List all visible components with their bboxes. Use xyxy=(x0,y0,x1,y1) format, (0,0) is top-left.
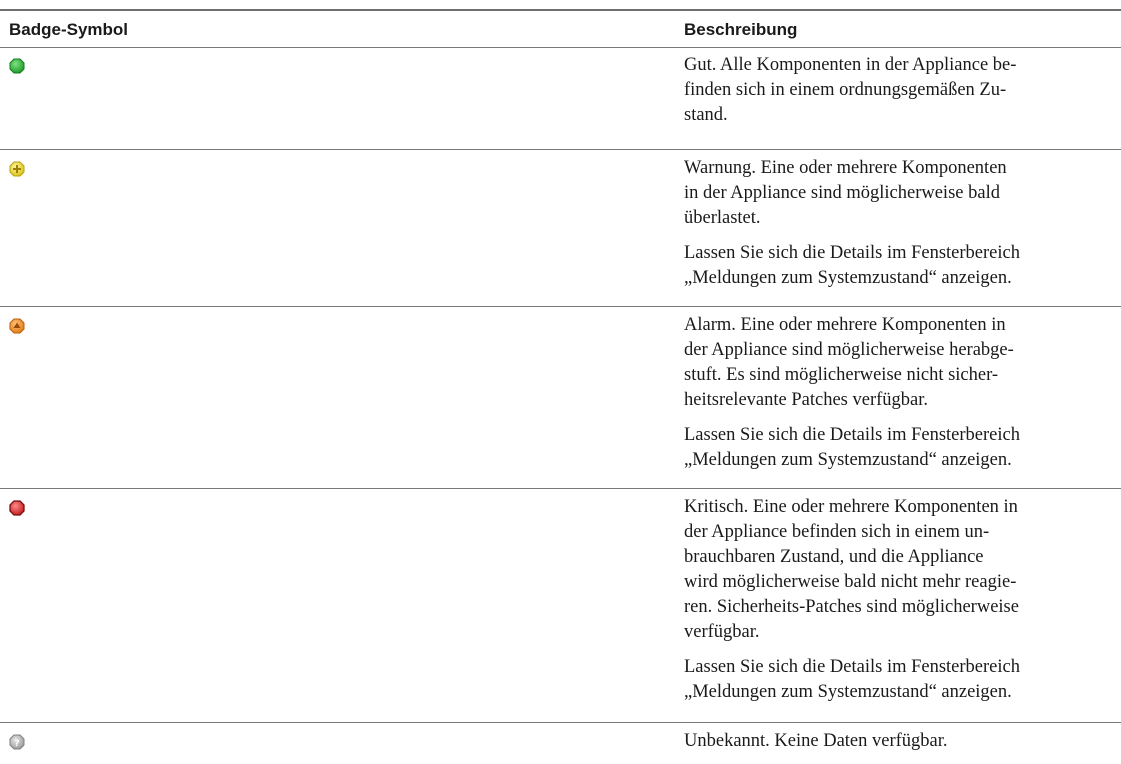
column-header-badge: Badge-Symbol xyxy=(9,20,129,39)
row-5-description xyxy=(684,729,1114,754)
row-4-description xyxy=(684,495,1114,705)
text-line: wird möglicherweise bald nicht mehr reagie- xyxy=(684,572,1017,592)
green-status-icon xyxy=(9,58,25,74)
row-2-description xyxy=(684,156,1114,291)
row-1-description xyxy=(684,53,1114,128)
text-line: in der Appliance sind möglicherweise bald xyxy=(684,183,1000,203)
svg-text:?: ? xyxy=(14,739,20,749)
text-line: stand. xyxy=(684,105,728,125)
text-line: brauchbaren Zustand, und die Appliance xyxy=(684,547,984,567)
row-5-paragraph-1 xyxy=(684,729,1114,754)
row-3-paragraph-1 xyxy=(684,313,1114,413)
orange-alert-icon xyxy=(9,318,25,334)
text-line: Kritisch. Eine oder mehrere Komponenten in xyxy=(684,497,1018,517)
text-line: Alarm. Eine oder mehrere Komponenten in xyxy=(684,315,1006,335)
row-2-paragraph-2 xyxy=(684,241,1114,291)
text-line: verfügbar. xyxy=(684,622,760,642)
table-top-rule xyxy=(0,9,1121,11)
text-line: Unbekannt. Keine Daten verfügbar. xyxy=(684,731,948,751)
text-line: „Meldungen zum Systemzustand“ anzeigen. xyxy=(684,268,1012,288)
yellow-warning-icon xyxy=(9,161,25,177)
text-line: Lassen Sie sich die Details im Fensterbereich xyxy=(684,425,1020,445)
header-divider xyxy=(0,47,1121,48)
text-line: ren. Sicherheits-Patches sind möglicherweise xyxy=(684,597,1019,617)
text-line: überlastet. xyxy=(684,208,761,228)
row-divider xyxy=(0,488,1121,489)
row-1-paragraph-1 xyxy=(684,53,1114,128)
red-critical-icon xyxy=(9,500,25,516)
text-line: Gut. Alle Komponenten in der Appliance be- xyxy=(684,55,1017,75)
text-line: der Appliance sind möglicherweise herabge- xyxy=(684,340,1014,360)
row-2-paragraph-1 xyxy=(684,156,1114,231)
text-line: Lassen Sie sich die Details im Fensterbereich xyxy=(684,657,1020,677)
text-line: Warnung. Eine oder mehrere Komponenten xyxy=(684,158,1007,178)
row-divider xyxy=(0,722,1121,723)
row-4-paragraph-1 xyxy=(684,495,1114,645)
text-line: finden sich in einem ordnungsgemäßen Zu- xyxy=(684,80,1007,100)
text-line: heitsrelevante Patches verfügbar. xyxy=(684,390,928,410)
text-line: „Meldungen zum Systemzustand“ anzeigen. xyxy=(684,450,1012,470)
row-divider xyxy=(0,149,1121,150)
column-header-description: Beschreibung xyxy=(684,20,798,39)
row-3-paragraph-2 xyxy=(684,423,1114,473)
text-line: stuft. Es sind möglicherweise nicht sicher- xyxy=(684,365,999,385)
text-line: „Meldungen zum Systemzustand“ anzeigen. xyxy=(684,682,1012,702)
row-3-description xyxy=(684,313,1114,473)
text-line: Lassen Sie sich die Details im Fensterbereich xyxy=(684,243,1020,263)
gray-unknown-icon xyxy=(9,734,25,750)
row-divider xyxy=(0,306,1121,307)
row-4-paragraph-2 xyxy=(684,655,1114,705)
text-line: der Appliance befinden sich in einem un- xyxy=(684,522,990,542)
